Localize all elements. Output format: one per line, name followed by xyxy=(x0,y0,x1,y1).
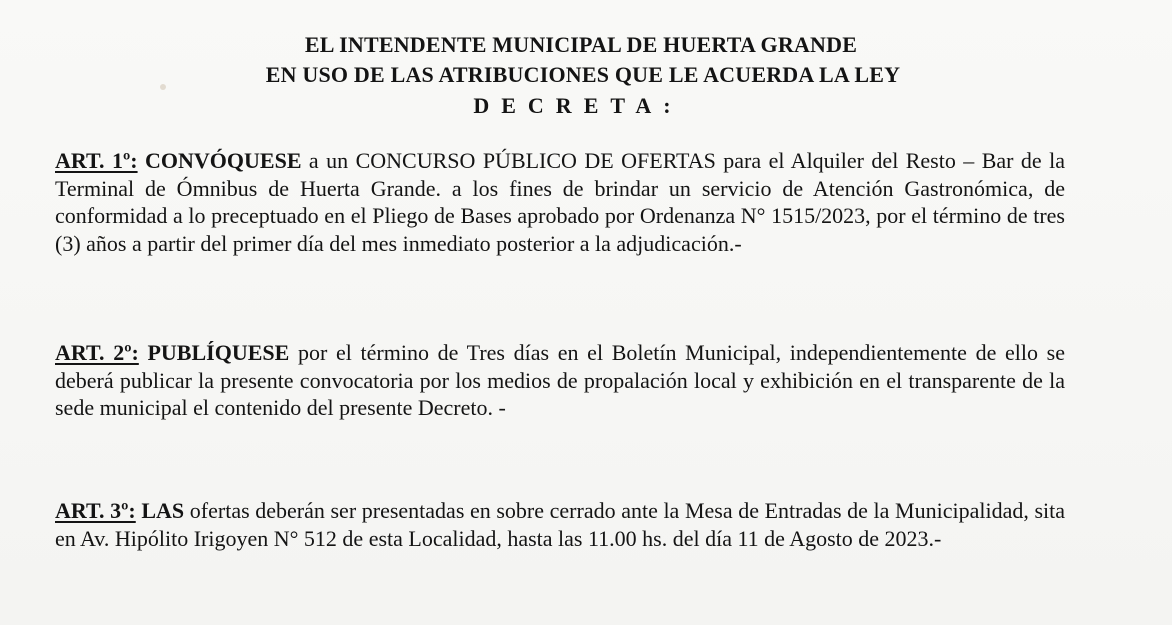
header-line-2: EN USO DE LAS ATRIBUCIONES QUE LE ACUERDA LA LEY xyxy=(265,62,901,87)
article-2 xyxy=(55,339,1065,422)
article-1 xyxy=(55,147,1065,257)
article-3 xyxy=(55,497,1065,552)
article-3-label: ART. 3º: xyxy=(55,498,136,523)
article-3-text: ofertas deberán ser presentadas en sobre cerrado ante la Mesa de Entradas de la Municipalidad, sita en Av. Hipólito Irigoyen N° 512 de esta Localidad, hasta las 11.00 hs. del día 11 de Agosto de 2023.- xyxy=(55,498,1066,551)
article-2-label: ART. 2º: xyxy=(55,340,139,365)
article-1-keyword: CONVÓQUESE xyxy=(145,148,302,173)
article-2-keyword: PUBLÍQUESE xyxy=(147,340,290,365)
article-3-keyword: LAS xyxy=(141,498,185,523)
header-line-1: EL INTENDENTE MUNICIPAL DE HUERTA GRANDE xyxy=(304,32,858,57)
article-1-text: a un CONCURSO PÚBLICO DE OFERTAS para el Alquiler del Resto – Bar de la Terminal de Ómnibus de Huerta Grande. a los fines de brindar un servicio de Atención Gastronómica, de conformidad a lo preceptuado en el Pliego de Bases aprobado por Ordenanza N° 1515/2023, por el término de tres (3) años a partir del primer día del mes inmediato posterior a la adjudicación.- xyxy=(55,148,1065,256)
article-1-label: ART. 1º: xyxy=(55,148,138,173)
header-decreta: DECRETA: xyxy=(473,93,683,118)
article-2-text: por el término de Tres días en el Boletín Municipal, independientemente de ello se deberá publicar la presente convocatoria por los medios de propalación local y exhibición en el transparente de la sede municipal el contenido del presente Decreto. - xyxy=(55,340,1066,421)
